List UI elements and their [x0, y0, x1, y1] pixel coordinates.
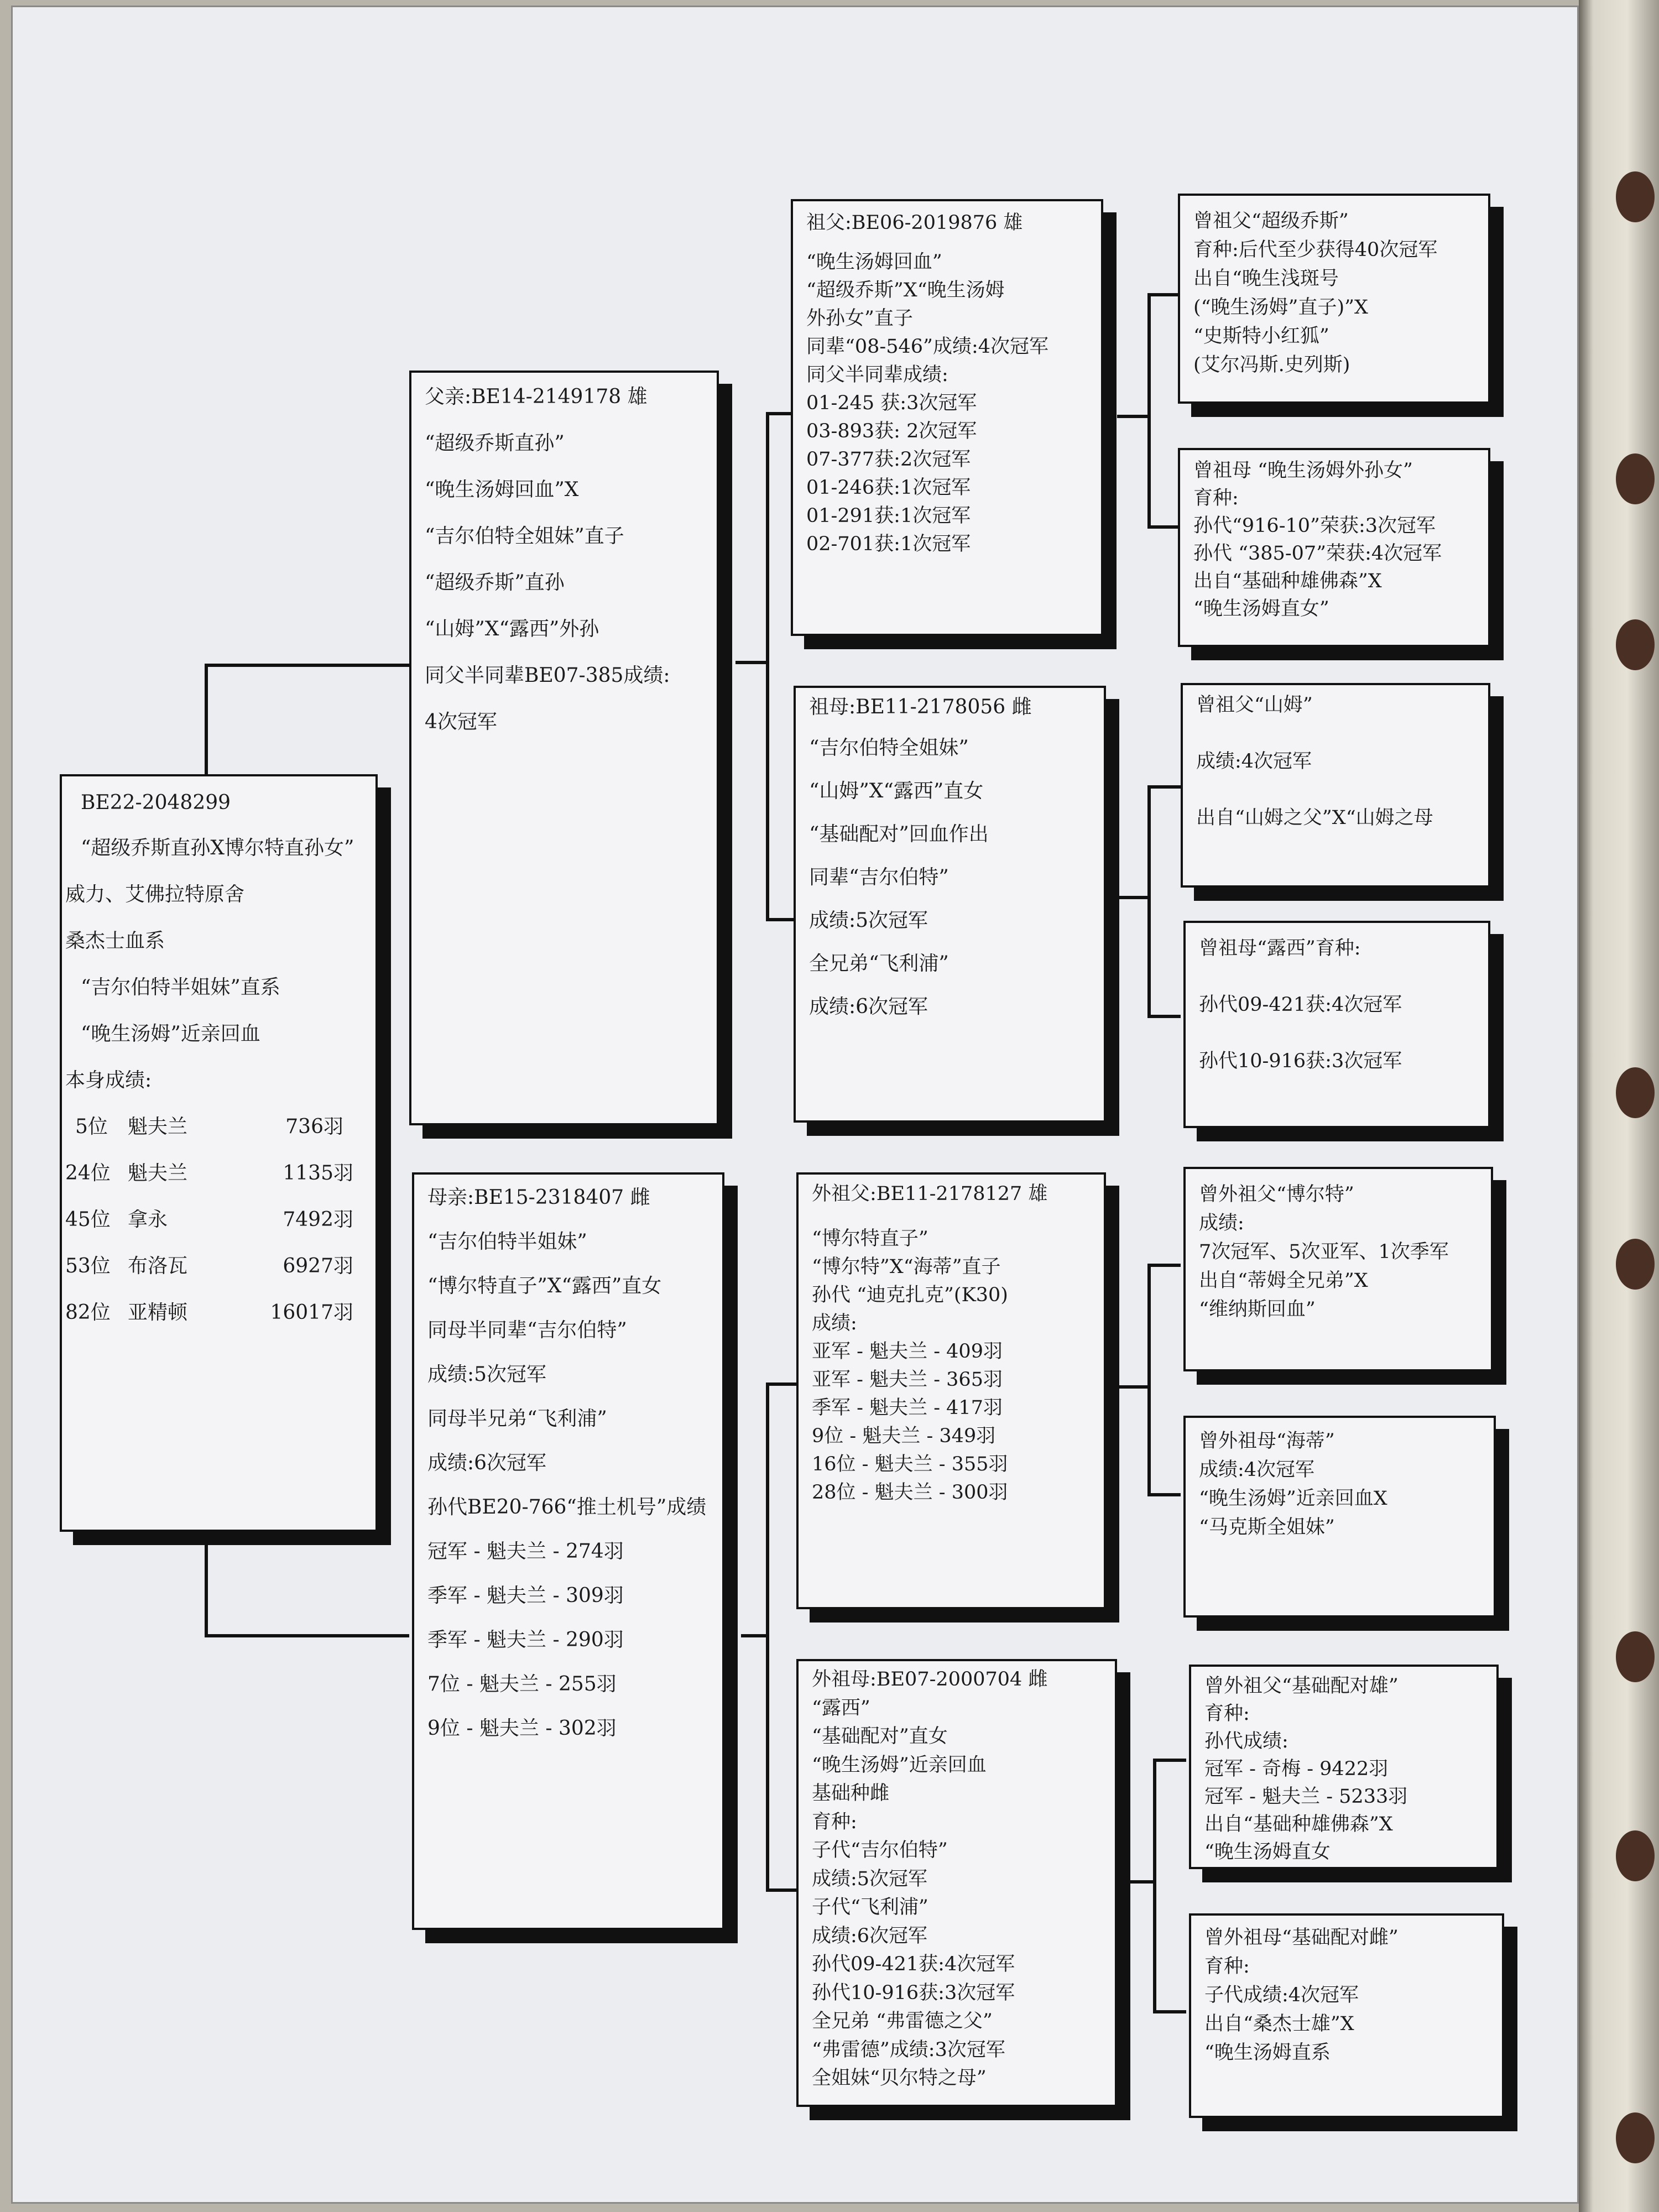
maternal-granddam-line: “晚生汤姆”近亲回血 — [812, 1754, 987, 1776]
dam-ring-number: 母亲:BE15-2318407 雌 — [427, 1186, 650, 1209]
great-grandsire-line: 冠军 - 奇梅 - 9422羽 — [1204, 1758, 1389, 1780]
dam-line: 同母半兄弟“飞利浦” — [427, 1407, 607, 1430]
dam-card — [412, 1172, 724, 1930]
great-granddam-line: 育种: — [1193, 487, 1239, 509]
paternal-grandsire-line: 01-291获:1次冠军 — [806, 505, 971, 527]
binder-hole — [1616, 1067, 1655, 1118]
great-grandsire-line: 出自“山姆之父”X“山姆之母 — [1196, 807, 1433, 829]
dam-line: “博尔特直子”X“露西”直女 — [427, 1275, 662, 1297]
result-place: 亚精顿 — [128, 1301, 188, 1324]
paternal-grandsire-line: 同辈“08-546”成绩:4次冠军 — [806, 336, 1049, 358]
result-row — [65, 1252, 367, 1281]
result-row — [65, 1159, 367, 1188]
great-granddam-line: 孙代 “385-07”荣获:4次冠军 — [1193, 542, 1442, 565]
great-granddam-line: 孙代09-421获:4次冠军 — [1199, 994, 1402, 1016]
result-row — [65, 1298, 367, 1327]
connector-line — [1147, 525, 1181, 529]
great-grandsire-line: (艾尔冯斯.史列斯) — [1193, 354, 1350, 376]
connector-line — [1117, 415, 1150, 418]
connector-line — [1147, 785, 1151, 1018]
great-granddam-card — [1183, 1416, 1496, 1618]
paternal-granddam-line: 同辈“吉尔伯特” — [809, 866, 949, 889]
result-birds: 7492羽 — [283, 1208, 353, 1231]
connector-line — [205, 1537, 208, 1637]
paternal-granddam-line: “基础配对”回血作出 — [809, 823, 989, 846]
connector-line — [735, 661, 769, 664]
subject-card — [60, 774, 378, 1532]
maternal-granddam-line: 成绩:5次冠军 — [812, 1867, 928, 1890]
great-granddam-line: 孙代“916-10”荣获:3次冠军 — [1193, 515, 1436, 537]
paternal-granddam-line: “山姆”X“露西”直女 — [809, 780, 984, 802]
binder-hole — [1616, 1830, 1655, 1881]
connector-line — [766, 918, 796, 921]
great-grandsire-line: 曾祖父“山姆” — [1196, 694, 1313, 716]
maternal-granddam-line: 育种: — [812, 1811, 857, 1833]
paternal-granddam-line: 全兄弟“飞利浦” — [809, 952, 949, 975]
subject-line: 桑杰士血系 — [65, 930, 165, 952]
paternal-granddam-line: “吉尔伯特全姐妹” — [809, 737, 969, 759]
paternal-grandsire-line: 同父半同辈成绩: — [806, 364, 948, 386]
maternal-grandsire-line: 亚军 - 魁夫兰 - 409羽 — [812, 1340, 1003, 1363]
great-grandsire-line: 成绩: — [1199, 1212, 1244, 1234]
maternal-granddam-line: 成绩:6次冠军 — [812, 1924, 928, 1947]
great-grandsire-line: 曾外祖父“基础配对雄” — [1204, 1675, 1399, 1697]
sire-line: 4次冠军 — [425, 711, 497, 733]
great-grandsire-line: 7次冠军、5次亚军、1次季军 — [1199, 1241, 1449, 1263]
binder-hole — [1616, 453, 1655, 504]
great-granddam-line: 曾外祖母“基础配对雌” — [1204, 1927, 1399, 1949]
subject-line: “吉尔伯特半姐妹”直系 — [81, 976, 280, 999]
great-granddam-line: “晚生汤姆直女” — [1193, 598, 1329, 620]
connector-line — [1147, 293, 1151, 528]
sire-line: “晚生汤姆回血”X — [425, 478, 579, 501]
dam-line: “吉尔伯特半姐妹” — [427, 1230, 587, 1253]
dam-line: 成绩:5次冠军 — [427, 1363, 547, 1386]
great-granddam-line: “晚生汤姆直系 — [1204, 2042, 1331, 2064]
great-grandsire-line: 育种:后代至少获得40次冠军 — [1193, 239, 1438, 261]
connector-line — [205, 664, 208, 777]
connector-line — [205, 664, 409, 667]
maternal-granddam-line: 子代“飞利浦” — [812, 1896, 928, 1918]
paternal-grandsire-line: 02-701获:1次冠军 — [806, 533, 971, 555]
connector-line — [1147, 785, 1181, 789]
result-rank: 82位 — [65, 1301, 111, 1324]
binder-hole — [1616, 619, 1655, 670]
great-granddam-line: “马克斯全姐妹” — [1199, 1516, 1335, 1538]
great-grandsire-line: “史斯特小红狐” — [1193, 325, 1329, 347]
sire-card — [409, 371, 719, 1125]
great-grandsire-line: “晚生汤姆直女 — [1204, 1841, 1331, 1863]
great-grandsire-line: 曾祖父“超级乔斯” — [1193, 210, 1349, 232]
maternal-granddam-line: “露西” — [812, 1697, 870, 1719]
connector-line — [1147, 1493, 1181, 1496]
maternal-grandsire-line: 季军 - 魁夫兰 - 417羽 — [812, 1397, 1003, 1419]
great-granddam-card — [1183, 921, 1490, 1128]
maternal-grandsire-line: 孙代 “迪克扎克”(K30) — [812, 1284, 1008, 1306]
connector-line — [1147, 293, 1181, 296]
great-granddam-line: 曾祖母 “晚生汤姆外孙女” — [1193, 460, 1413, 482]
binder-hole — [1616, 1239, 1655, 1290]
great-grandsire-line: 孙代成绩: — [1204, 1730, 1288, 1752]
connector-line — [1117, 1385, 1150, 1389]
maternal-grandsire-line: 28位 - 魁夫兰 - 300羽 — [812, 1481, 1008, 1504]
great-granddam-card — [1178, 448, 1490, 647]
dam-line: 季军 - 魁夫兰 - 290羽 — [427, 1629, 624, 1651]
paternal-grandsire-line: “晚生汤姆回血” — [806, 251, 942, 273]
maternal-granddam-line: 孙代09-421获:4次冠军 — [812, 1953, 1015, 1975]
great-granddam-line: 出自“桑杰士雄”X — [1204, 2013, 1354, 2035]
result-place: 魁夫兰 — [128, 1162, 188, 1185]
maternal-granddam-line: 基础种雌 — [812, 1782, 890, 1804]
connector-line — [1153, 2010, 1186, 2013]
sire-line: “超级乔斯直孙” — [425, 432, 565, 455]
connector-line — [1153, 1759, 1156, 2013]
result-birds: 1135羽 — [283, 1162, 353, 1185]
maternal-grandsire-ring-number: 外祖父:BE11-2178127 雄 — [812, 1183, 1048, 1205]
paternal-grandsire-line: 07-377获:2次冠军 — [806, 448, 971, 471]
maternal-grandsire-line: 16位 - 魁夫兰 - 355羽 — [812, 1453, 1008, 1475]
great-grandsire-line: 出自“蒂姆全兄弟”X — [1199, 1270, 1368, 1292]
connector-line — [766, 1888, 796, 1892]
great-grandsire-line: (“晚生汤姆”直子)”X — [1193, 296, 1368, 319]
result-place: 布洛瓦 — [128, 1255, 188, 1277]
subject-line: “超级乔斯直孙X博尔特直孙女” — [81, 837, 354, 859]
result-rank: 5位 — [75, 1115, 108, 1138]
paternal-grandsire-line: 外孙女”直子 — [806, 307, 913, 330]
maternal-grandsire-card — [796, 1172, 1106, 1609]
result-rank: 53位 — [65, 1255, 111, 1277]
great-granddam-line: 育种: — [1204, 1955, 1250, 1978]
connector-line — [1153, 1759, 1186, 1762]
maternal-granddam-line: 全兄弟 “弗雷德之父” — [812, 2010, 993, 2032]
subject-ring-number: BE22-2048299 — [81, 791, 231, 814]
result-birds: 16017羽 — [270, 1301, 353, 1324]
maternal-granddam-line: 孙代10-916获:3次冠军 — [812, 1981, 1015, 2004]
great-grandsire-line: 出自“晚生浅斑号 — [1193, 268, 1339, 290]
great-granddam-card — [1189, 1913, 1504, 2118]
result-birds: 6927羽 — [283, 1255, 353, 1277]
subject-line: 威力、艾佛拉特原舍 — [65, 883, 245, 906]
connector-line — [741, 1634, 769, 1637]
maternal-granddam-line: 子代“吉尔伯特” — [812, 1839, 948, 1861]
connector-line — [205, 1634, 409, 1637]
paternal-grandsire-line: 01-246获:1次冠军 — [806, 477, 971, 499]
connector-line — [1147, 1264, 1151, 1496]
great-granddam-line: 孙代10-916获:3次冠军 — [1199, 1050, 1402, 1072]
great-grandsire-card — [1183, 1167, 1493, 1371]
dam-line: 季军 - 魁夫兰 - 309羽 — [427, 1584, 624, 1607]
maternal-granddam-ring-number: 外祖母:BE07-2000704 雌 — [812, 1668, 1048, 1691]
connector-line — [766, 1383, 796, 1386]
paternal-grandsire-ring-number: 祖父:BE06-2019876 雄 — [806, 212, 1023, 234]
result-rank: 45位 — [65, 1208, 111, 1231]
binder-hole — [1616, 171, 1655, 222]
paternal-grandsire-line: 03-893获: 2次冠军 — [806, 420, 977, 442]
great-grandsire-line: 成绩:4次冠军 — [1196, 750, 1312, 773]
great-grandsire-card — [1178, 194, 1490, 404]
connector-line — [766, 412, 769, 921]
subject-line: 本身成绩: — [65, 1069, 152, 1092]
maternal-grandsire-line: 9位 - 魁夫兰 - 349羽 — [812, 1425, 996, 1447]
maternal-granddam-card — [796, 1659, 1117, 2107]
dam-line: 冠军 - 魁夫兰 - 274羽 — [427, 1540, 624, 1563]
paternal-granddam-ring-number: 祖母:BE11-2178056 雌 — [809, 696, 1032, 718]
paternal-granddam-line: 成绩:6次冠军 — [809, 995, 928, 1018]
sire-ring-number: 父亲:BE14-2149178 雄 — [425, 385, 648, 408]
great-granddam-line: 曾祖母“露西”育种: — [1199, 937, 1361, 959]
great-grandsire-line: 育种: — [1204, 1703, 1250, 1725]
sire-line: “超级乔斯”直孙 — [425, 571, 565, 594]
result-birds: 736羽 — [285, 1115, 343, 1138]
dam-line: 9位 - 魁夫兰 - 302羽 — [427, 1717, 617, 1740]
maternal-grandsire-line: “博尔特”X“海蒂”直子 — [812, 1256, 1001, 1278]
paternal-grandsire-card — [791, 199, 1103, 636]
great-granddam-line: 子代成绩:4次冠军 — [1204, 1984, 1359, 2006]
great-granddam-line: “晚生汤姆”近亲回血X — [1199, 1488, 1387, 1510]
paternal-granddam-line: 成绩:5次冠军 — [809, 909, 928, 932]
sire-line: 同父半同辈BE07-385成绩: — [425, 664, 670, 687]
great-granddam-line: 成绩:4次冠军 — [1199, 1459, 1315, 1481]
connector-line — [1123, 1880, 1156, 1884]
binder-hole — [1616, 2112, 1655, 2163]
connector-line — [1117, 896, 1150, 899]
maternal-granddam-line: “弗雷德”成绩:3次冠军 — [812, 2038, 1005, 2061]
great-grandsire-line: “维纳斯回血” — [1199, 1298, 1316, 1321]
paternal-granddam-card — [794, 686, 1106, 1123]
result-rank: 24位 — [65, 1162, 111, 1185]
great-grandsire-card — [1189, 1665, 1499, 1869]
maternal-grandsire-line: 成绩: — [812, 1312, 857, 1334]
connector-line — [1147, 1015, 1181, 1018]
sire-line: “山姆”X“露西”外孙 — [425, 618, 599, 640]
result-row — [65, 1206, 367, 1234]
great-grandsire-line: 冠军 - 魁夫兰 - 5233羽 — [1204, 1786, 1408, 1808]
maternal-granddam-line: “基础配对”直女 — [812, 1725, 948, 1747]
connector-line — [766, 1383, 769, 1891]
maternal-granddam-line: 全姐妹“贝尔特之母” — [812, 2067, 987, 2089]
result-place: 魁夫兰 — [128, 1115, 188, 1138]
dam-line: 同母半同辈“吉尔伯特” — [427, 1319, 627, 1342]
great-grandsire-card — [1181, 683, 1490, 888]
great-grandsire-line: 出自“基础种雄佛森”X — [1204, 1813, 1393, 1835]
paternal-grandsire-line: “超级乔斯”X“晚生汤姆 — [806, 279, 1005, 301]
maternal-grandsire-line: 亚军 - 魁夫兰 - 365羽 — [812, 1369, 1003, 1391]
result-place: 拿永 — [128, 1208, 168, 1231]
paternal-grandsire-line: 01-245 获:3次冠军 — [806, 392, 977, 414]
dam-line: 孙代BE20-766“推土机号”成绩 — [427, 1496, 707, 1519]
dam-line: 7位 - 魁夫兰 - 255羽 — [427, 1673, 617, 1695]
dam-line: 成绩:6次冠军 — [427, 1452, 547, 1474]
subject-line: “晚生汤姆”近亲回血 — [81, 1022, 260, 1045]
maternal-grandsire-line: “博尔特直子” — [812, 1228, 928, 1250]
result-row — [75, 1113, 367, 1141]
connector-line — [1147, 1264, 1181, 1267]
sire-line: “吉尔伯特全姐妹”直子 — [425, 525, 624, 547]
great-grandsire-line: 曾外祖父“博尔特” — [1199, 1183, 1354, 1206]
binder-hole — [1616, 1631, 1655, 1682]
great-granddam-line: 出自“基础种雄佛森”X — [1193, 570, 1382, 592]
great-granddam-line: 曾外祖母“海蒂” — [1199, 1430, 1335, 1452]
